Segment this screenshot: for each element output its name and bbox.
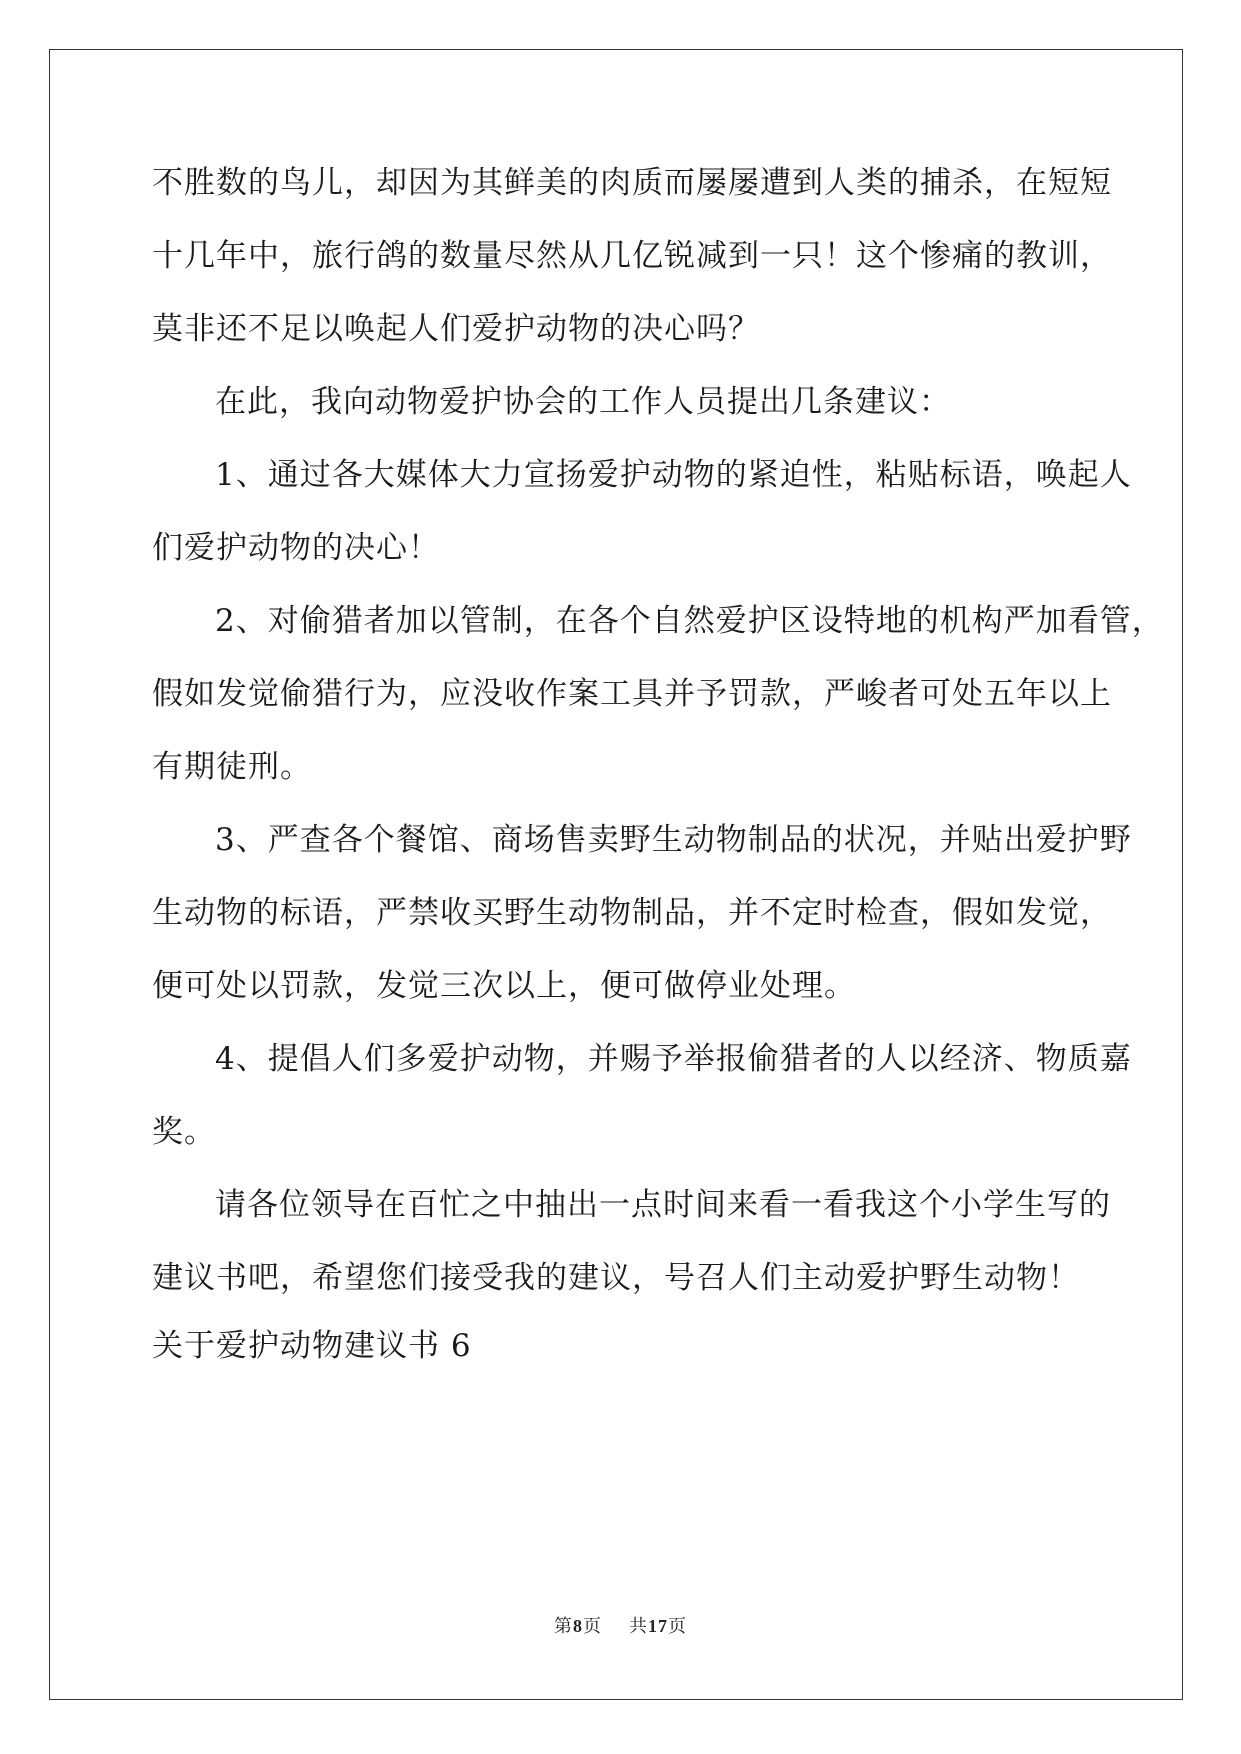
paragraph-line: 3、严查各个餐馆、商场售卖野生动物制品的状况，并贴出爱护野: [215, 822, 1132, 858]
footer-total-prefix: 共: [628, 1616, 648, 1637]
section-heading: 关于爱护动物建议书 6: [152, 1328, 472, 1364]
total-page-number: 17: [647, 1616, 668, 1636]
paragraph-line: 建议书吧，希望您们接受我的建议，号召人们主动爱护野生动物！: [152, 1260, 1080, 1296]
paragraph-line: 4、提倡人们多爱护动物，并赐予举报偷猎者的人以经济、物质嘉: [215, 1041, 1132, 1077]
footer-total-suffix: 页: [667, 1616, 687, 1637]
paragraph-line: 请各位领导在百忙之中抽出一点时间来看一看我这个小学生写的: [215, 1187, 1111, 1223]
footer-prefix: 第: [554, 1616, 574, 1637]
paragraph-line: 不胜数的鸟儿，却因为其鲜美的肉质而屡屡遭到人类的捕杀，在短短: [152, 165, 1112, 201]
paragraph-line: 莫非还不足以唤起人们爱护动物的决心吗？: [152, 311, 760, 347]
paragraph-line: 在此，我向动物爱护协会的工作人员提出几条建议：: [215, 384, 951, 420]
paragraph-line: 奖。: [152, 1114, 216, 1150]
paragraph-line: 十几年中，旅行鸽的数量尽然从几亿锐减到一只！这个惨痛的教训，: [152, 238, 1112, 274]
paragraph-line: 假如发觉偷猎行为，应没收作案工具并予罚款，严峻者可处五年以上: [152, 676, 1112, 712]
paragraph-line: 有期徒刑。: [152, 749, 312, 785]
paragraph-line: 们爱护动物的决心！: [152, 530, 440, 566]
paragraph-line: 2、对偷猎者加以管制，在各个自然爱护区设特地的机构严加看管，: [215, 603, 1164, 639]
paragraph-line: 1、通过各大媒体大力宣扬爱护动物的紧迫性，粘贴标语，唤起人: [215, 457, 1132, 493]
current-page-number: 8: [573, 1616, 584, 1636]
paragraph-line: 生动物的标语，严禁收买野生动物制品，并不定时检查，假如发觉，: [152, 895, 1112, 931]
footer-page-suffix: 页: [583, 1616, 603, 1637]
paragraph-line: 便可处以罚款，发觉三次以上，便可做停业处理。: [152, 968, 856, 1004]
page-footer: [0, 1612, 1241, 1638]
page-border: [49, 49, 1183, 1700]
